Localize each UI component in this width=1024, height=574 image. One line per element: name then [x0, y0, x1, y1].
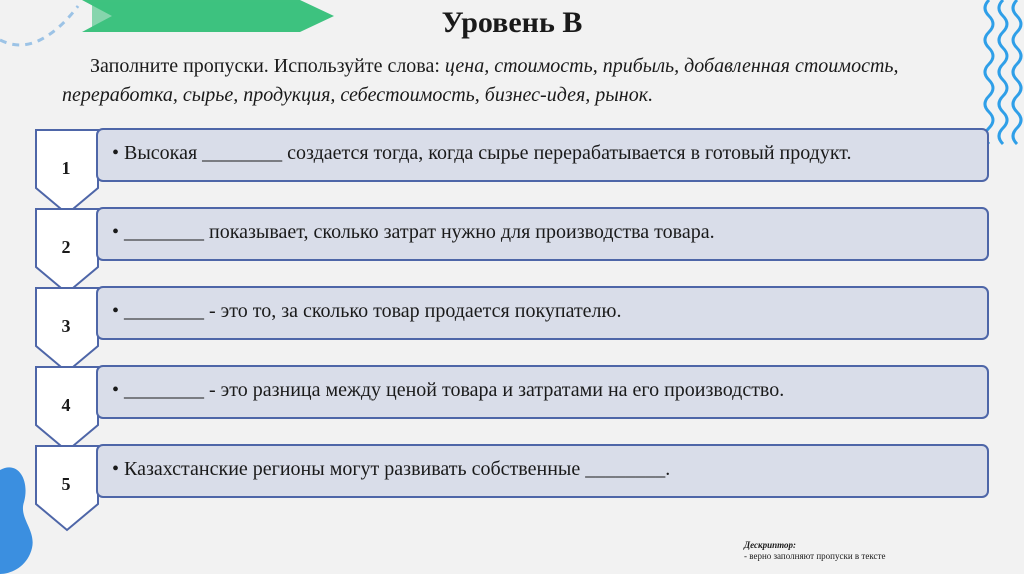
task-text: • ________ - это разница между ценой товара и затратами на его производство. [112, 379, 785, 401]
word-list: цена, стоимость, прибыль, добавленная стоимость, переработка, сырье, продукция, себестоимость, бизнес-идея, рынок. [62, 55, 899, 106]
step-number: 3 [61, 316, 71, 336]
step-number: 5 [61, 474, 71, 494]
step-number: 1 [61, 158, 71, 178]
task-text: • ________ показывает, сколько затрат нужно для производства товара. [112, 221, 715, 243]
task-row-1 [34, 128, 994, 190]
descriptor-title: Дескриптор: [744, 540, 796, 550]
step-number: 2 [61, 237, 71, 257]
task-text: • Казахстанские регионы могут развивать собственные ________. [112, 458, 671, 480]
descriptor-note [744, 540, 885, 562]
task-row-3 [34, 286, 994, 348]
task-box [96, 207, 989, 261]
task-row-2 [34, 207, 994, 269]
task-box [96, 128, 989, 182]
task-box [96, 444, 989, 498]
instruction-lead: Заполните пропуски. Используйте слова: [90, 55, 445, 77]
task-row-4 [34, 365, 994, 427]
task-box [96, 286, 989, 340]
task-box [96, 365, 989, 419]
descriptor-item: - верно заполняют пропуски в тексте [744, 551, 886, 561]
task-text: • ________ - это то, за сколько товар продается покупателю. [112, 300, 622, 322]
step-number: 4 [61, 395, 71, 415]
slide-title: Уровень В [441, 6, 583, 39]
task-row-5 [34, 444, 994, 506]
instruction-text [62, 52, 1002, 110]
task-text: • Высокая ________ создается тогда, когда сырье перерабатывается в готовый продукт. [112, 142, 852, 164]
